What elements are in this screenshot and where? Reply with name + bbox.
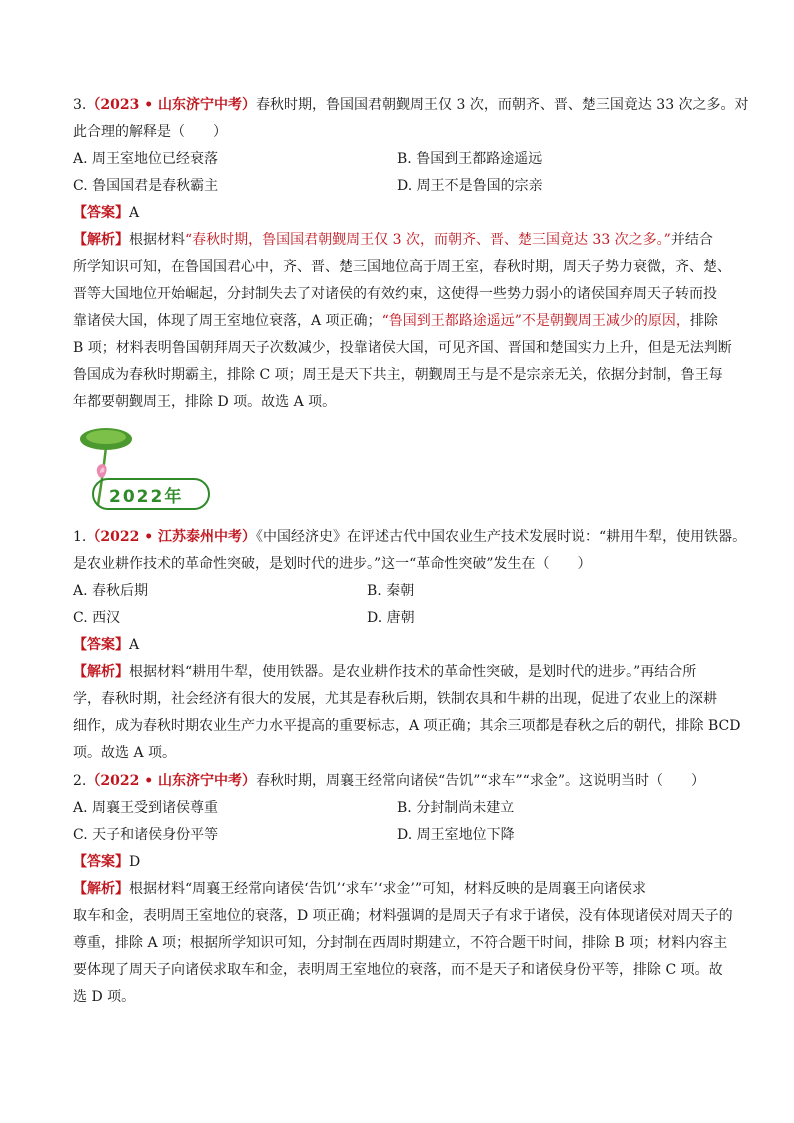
q2-answer-label: 【答案】 [73, 854, 129, 870]
q1-stem-line2: 是农业耕作技术的革命性突破，是划时代的进步。”这一“革命性突破”发生在（ ） [73, 556, 592, 572]
q1-answer-label: 【答案】 [73, 637, 129, 653]
q3-stem1: 春秋时期，鲁国国君朝觐周王仅 3 次，而朝齐、晋、楚三国竟达 33 次之多。对 [256, 97, 749, 113]
q3-analysis-line1 [73, 230, 713, 250]
q3-option-d: D. 周王不是鲁国的宗亲 [397, 178, 543, 194]
q2-stem1: 春秋时期，周襄王经常向诸侯“告饥”“求车”“求金”。这说明当时（ ） [256, 773, 705, 789]
q3-option-c: C. 鲁国国君是春秋霸主 [73, 178, 219, 194]
q3-stem-line1 [73, 95, 749, 115]
q3-option-b: B. 鲁国到王都路途遥远 [397, 151, 543, 167]
q3-analysis-line6: 鲁国成为春秋时期霸主，排除 C 项；周王是天下共主，朝觐周王与是不是宗亲无关，依据分封制，鲁王每 [73, 367, 723, 383]
q3-a1-post: 并结合 [670, 232, 713, 248]
q2-number: 2. [73, 773, 87, 789]
q1-option-d: D. 唐朝 [367, 610, 415, 626]
q3-a4-post: 排除 [689, 313, 718, 329]
q3-analysis-line5: B 项；材料表明鲁国朝拜周天子次数减少，投靠诸侯大国，可见齐国、晋国和楚国实力上升，但是无法判断 [73, 340, 732, 356]
q1-answer [73, 635, 139, 655]
q1-source: （2022 • 江苏泰州中考） [86, 529, 257, 545]
q2-a1: 根据材料“周襄王经常向诸侯‘告饥’‘求车’‘求金’”可知，材料反映的是周襄王向诸侯求 [129, 881, 647, 897]
q1-option-c: C. 西汉 [73, 610, 121, 626]
q2-answer-value: D [129, 854, 141, 870]
q1-analysis-line1 [73, 662, 696, 682]
q2-option-d: D. 周王室地位下降 [397, 827, 515, 843]
q2-analysis-line2: 取车和金，表明周王室地位的衰落，D 项正确；材料强调的是周天子有求于诸侯，没有体现诸侯对周天子的 [73, 908, 733, 924]
q2-analysis-line1 [73, 879, 646, 899]
q1-stem-line1 [73, 527, 746, 547]
q1-analysis-line4: 项。故选 A 项。 [73, 745, 177, 761]
q2-analysis-label: 【解析】 [73, 881, 129, 897]
q3-a1-quote: “春秋时期，鲁国国君朝觐周王仅 3 次，而朝齐、晋、楚三国竟达 33 次之多。” [185, 232, 671, 248]
q3-analysis-line4 [73, 311, 718, 331]
q1-analysis-line2: 学，春秋时期，社会经济有很大的发展，尤其是春秋后期，铁制农具和牛耕的出现，促进了农业上的深耕 [73, 691, 717, 707]
q2-source: （2022 • 山东济宁中考） [86, 773, 257, 789]
q2-stem-line1 [73, 771, 705, 791]
q3-a1-pre: 根据材料 [129, 232, 185, 248]
q3-option-a: A. 周王室地位已经衰落 [73, 151, 219, 167]
q1-analysis-label: 【解析】 [73, 664, 129, 680]
q3-number: 3. [73, 97, 87, 113]
q2-analysis-line4: 要体现了周天子向诸侯求取车和金，表明周王室地位的衰落，而不是天子和诸侯身份平等，排除 C 项。故 [73, 962, 723, 978]
q2-analysis-line5: 选 D 项。 [73, 989, 136, 1005]
q1-a1: 根据材料“耕用牛犁，使用铁器。是农业耕作技术的革命性突破，是划时代的进步。”再结合所 [129, 664, 697, 680]
q3-answer-value: A [129, 205, 140, 221]
q3-source: （2023 • 山东济宁中考） [86, 97, 257, 113]
q2-option-b: B. 分封制尚未建立 [397, 800, 515, 816]
q1-option-b: B. 秦朝 [367, 583, 415, 599]
q3-a4-quote: “鲁国到王都路途遥远”不是朝觐周王减少的原因， [381, 313, 690, 329]
q2-option-a: A. 周襄王受到诸侯尊重 [73, 800, 219, 816]
q3-analysis-line2: 所学知识可知，在鲁国国君心中，齐、晋、楚三国地位高于周王室，春秋时期，周天子势力衰微，齐、楚、 [73, 259, 731, 275]
q3-analysis-line7: 年都要朝觐周王，排除 D 项。故选 A 项。 [73, 394, 337, 410]
q3-answer-label: 【答案】 [73, 205, 129, 221]
q3-analysis-label: 【解析】 [73, 232, 129, 248]
q3-a4-pre: 靠诸侯大国，体现了周王室地位衰落，A 项正确； [73, 313, 382, 329]
q1-stem1: 《中国经济史》在评述古代中国农业生产技术发展时说：“耕用牛犁，使用铁器。 [256, 529, 747, 545]
q2-analysis-line3: 尊重，排除 A 项；根据所学知识可知，分封制在西周时期建立，不符合题干时间，排除 B 项；材料内容主 [73, 935, 728, 951]
q3-answer [73, 203, 139, 223]
q3-stem-line2: 此合理的解释是（ ） [73, 124, 227, 140]
q3-analysis-line3: 晋等大国地位开始崛起，分封制失去了对诸侯的有效约束，这使得一些势力弱小的诸侯国弃周天子转而投 [73, 286, 717, 302]
year-badge-label: 2022年 [109, 487, 184, 507]
q1-option-a: A. 春秋后期 [73, 583, 149, 599]
q1-answer-value: A [129, 637, 140, 653]
q2-option-c: C. 天子和诸侯身份平等 [73, 827, 219, 843]
q1-number: 1. [73, 529, 87, 545]
q1-analysis-line3: 细作，成为春秋时期农业生产力水平提高的重要标志，A 项正确；其余三项都是春秋之后的朝代，排除 BCD [73, 718, 741, 734]
q2-answer [73, 852, 140, 872]
